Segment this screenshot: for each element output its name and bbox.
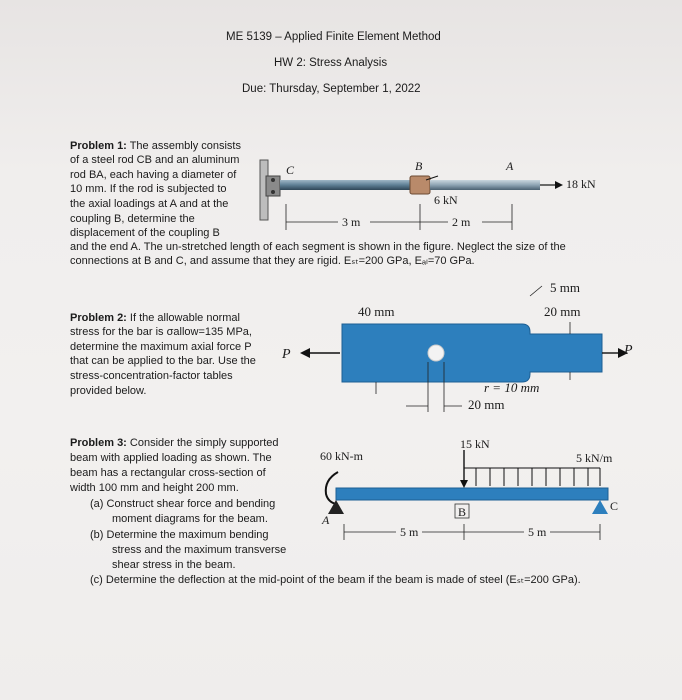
span2-label: 5 m bbox=[528, 525, 547, 539]
label-C: C bbox=[286, 163, 295, 177]
point-load-head bbox=[460, 480, 468, 488]
steel-rod-CB bbox=[280, 180, 413, 190]
load-B: 6 kN bbox=[434, 193, 458, 207]
arrow-head-A bbox=[555, 181, 563, 189]
moment-label: 60 kN-m bbox=[320, 449, 363, 463]
wall-support bbox=[260, 160, 280, 220]
due-date: Due: Thursday, September 1, 2022 bbox=[242, 83, 421, 95]
length-CB: 3 m bbox=[342, 215, 361, 229]
label-P-left: P bbox=[282, 347, 291, 362]
stepped-bar bbox=[342, 324, 602, 382]
dist-load-label: 5 kN/m bbox=[576, 451, 613, 465]
width-40mm: 40 mm bbox=[358, 304, 395, 319]
label-A3: A bbox=[322, 513, 330, 527]
coupling-B bbox=[410, 176, 430, 194]
label-A: A bbox=[506, 159, 514, 173]
width-20mm: 20 mm bbox=[544, 304, 581, 319]
label-B: B bbox=[415, 159, 423, 173]
length-BA: 2 m bbox=[452, 215, 471, 229]
span1-label: 5 m bbox=[400, 525, 419, 539]
problem2-label: Problem 2: bbox=[70, 312, 127, 324]
fillet-5mm: 5 mm bbox=[550, 280, 580, 295]
problem1-figure bbox=[250, 150, 610, 240]
label-C3: C bbox=[610, 499, 619, 513]
arrow-head-P-left bbox=[300, 348, 310, 358]
dimension-lines bbox=[286, 204, 512, 230]
problem3-label: Problem 3: bbox=[70, 437, 127, 449]
homework-page: ME 5139 – Applied Finite Element Method HW 2: Stress Analysis Due: Thursday, September 1, 2022 Problem 1: The assembly consists of a steel rod CB and an aluminum rod BA, each having a diameter of 10 mm. If the rod is subjected to the axial loadings at A and at the coupling B, determine the displacement of the coupling B and the end A. The un-stretched length of each segment is shown in the figure. Neglect the size of the connections at B and C, and assume that they are rigid. Eₛₜ=200 GPa, Eₐₗ=70 GPa. C B A 18 kN 6 kN 3 m 2 m Problem 2: If the allowable normal stress for the bar is σallow=135 MPa, determine the maximum axial force P that can be applied to the bar. Use the stress-concentration-factor tables provided below. P P 40 mm 20 mm 5 mm r = 10 mm 20 mm Problem 3: Consider the simply supported beam with applied loading as shown. The beam has a rectangular cross-section of width 100 mm and height 200 mm. (a) Construct shear force and bending moment diagrams for the beam. (b) Determine the maximum bending stress and the maximum transverse shear stress in the beam. (c) Determine the deflection at the mid-point of the beam if the beam is made of steel (Eₛₜ=200 GPa). 60 kN-m 15 kN 5 kN/m A B C 5 m 5 m bbox=[0, 0, 682, 700]
point-load-label: 15 kN bbox=[460, 437, 490, 451]
aluminum-rod-BA bbox=[430, 180, 540, 190]
bar-hole bbox=[428, 345, 444, 361]
problem1-label: Problem 1: bbox=[70, 140, 127, 152]
support-C bbox=[592, 500, 608, 514]
hole-radius: r = 10 mm bbox=[484, 380, 540, 395]
course-title: ME 5139 – Applied Finite Element Method bbox=[226, 31, 441, 43]
hole-width: 20 mm bbox=[468, 397, 505, 412]
problem2-figure bbox=[272, 272, 652, 422]
label-P-right: P bbox=[624, 343, 633, 358]
load-A: 18 kN bbox=[566, 177, 596, 191]
span-dimensions bbox=[344, 524, 600, 540]
distributed-load bbox=[464, 468, 600, 486]
beam bbox=[336, 488, 608, 500]
problem3-figure bbox=[300, 436, 640, 548]
label-B3: B bbox=[458, 505, 467, 519]
hw-title: HW 2: Stress Analysis bbox=[274, 57, 388, 69]
